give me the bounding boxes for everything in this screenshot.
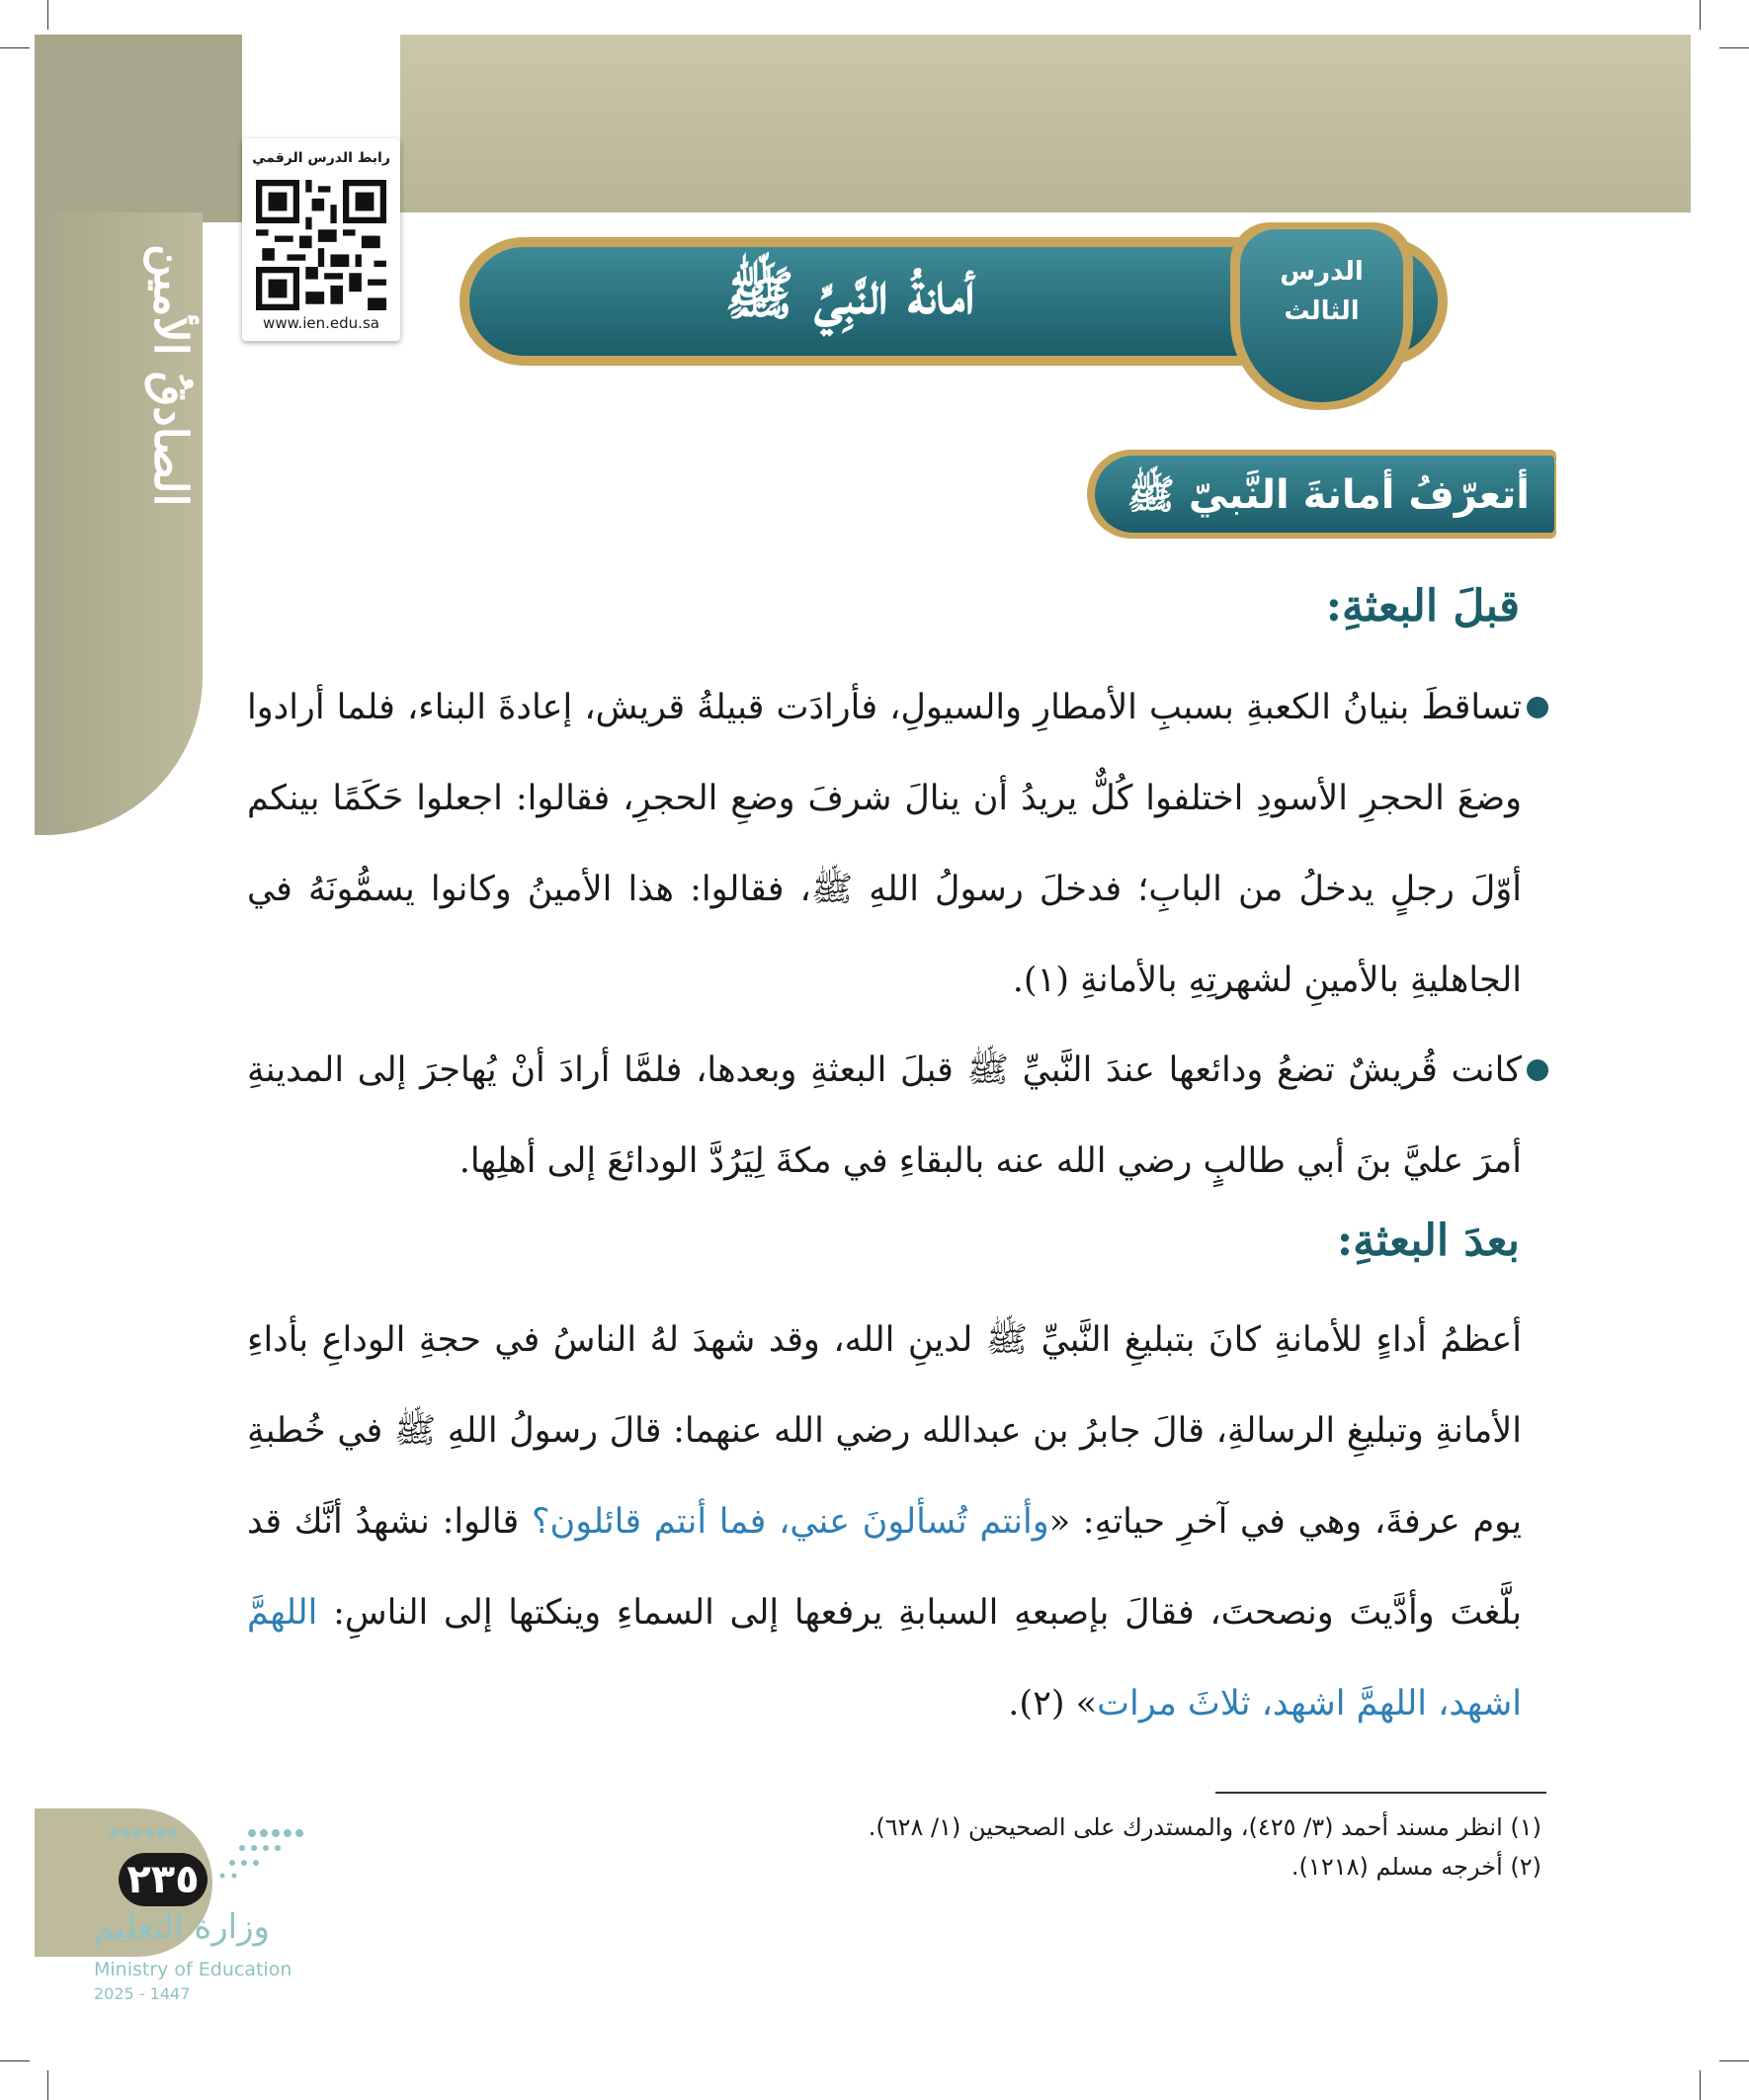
lesson-number-label xyxy=(1240,252,1403,331)
after-text-1: أعظمُ أداءٍ للأمانةِ كانَ بتبليغِ النَّبيِّ ﷺ لدينِ الله، وقد شهدَ لهُ الناسُ في حجةِ الوداعِ بأداءِ الأمانةِ وتبليغِ الرسالةِ، قالَ جابرُ بن عبدالله رضي الله عنهما: قالَ رسولُ اللهِ ﷺ في خُطبةِ يوم عرفةَ، وهي في آخرِ حياتهِ: « xyxy=(247,1320,1522,1542)
top-decorative-band xyxy=(400,35,1691,212)
section-title: أتعرّفُ أمانةَ النَّبيّ ﷺ xyxy=(1126,472,1530,518)
bullet-icon xyxy=(1527,697,1548,718)
after-text-3: » (٢). xyxy=(1008,1684,1098,1723)
side-decorative-band-top xyxy=(35,35,242,222)
page-number: ٢٣٥ xyxy=(119,1853,208,1906)
lesson-title: أمانةُ النَّبِيِّ ﷺ xyxy=(724,260,975,327)
qr-code-icon[interactable] xyxy=(256,180,386,310)
after-paragraph xyxy=(247,1295,1522,1749)
before-bullet-2: كانت قُريشٌ تضعُ ودائعها عندَ النَّبيِّ ﷺ قبلَ البعثةِ وبعدها، فلمَّا أرادَ أنْ يُهاجرَ إلى المدينةِ أمرَ عليَّ بنَ أبي طالبٍ رضي الله عنه بالبقاءِ في مكةَ لِيَرُدَّ الودائعَ إلى أهلِها. xyxy=(247,1050,1522,1181)
qr-url[interactable]: www.ien.edu.sa xyxy=(263,314,379,332)
qr-caption: رابط الدرس الرقمي xyxy=(252,150,390,166)
prophet-quote-2: اللهمَّ اشهد، اللهمَّ اشهد، ثلاثَ مرات xyxy=(247,1593,1522,1723)
lesson-label-line1: الدرس xyxy=(1280,257,1364,287)
after-heading: بعدَ البعثةِ: xyxy=(1336,1216,1520,1266)
footnote-divider xyxy=(1215,1792,1546,1794)
after-text-2: قالوا: نشهدُ أنَّك قد بلَّغتَ وأدَّيتَ ونصحتَ، فقالَ بإصبعهِ السبابةِ يرفعها إلى السماءِ وينكتها إلى الناسِ: xyxy=(247,1502,1522,1633)
unit-title: الصادقُ الأمين xyxy=(144,244,198,507)
footnote-2: (٢) أخرجه مسلم (١٢١٨). xyxy=(1291,1853,1541,1881)
bullet-icon xyxy=(1527,1059,1548,1081)
before-bullet-1: تساقطَ بنيانُ الكعبةِ بسببِ الأمطارِ والسيولِ، فأرادَت قبيلةُ قريش، إعادةَ البناء، فلما أرادوا وضعَ الحجرِ الأسودِ اختلفوا كُلٌّ يريدُ أن ينالَ شرفَ وضعِ الحجرِ، فقالوا: اجعلوا حَكَمًا بينكم أوّلَ رجلٍ يدخلُ من البابِ؛ فدخلَ رسولُ اللهِ ﷺ، فقالوا: هذا الأمينُ وكانوا يسمُّونَهُ في الجاهليةِ بالأمينِ لشهرتِهِ بالأمانةِ (١). xyxy=(247,688,1522,1000)
prophet-quote-1: وأنتم تُسألونَ عني، فما أنتم قائلون؟ xyxy=(531,1502,1049,1542)
qr-card[interactable] xyxy=(242,138,400,341)
footnote-1: (١) انظر مسند أحمد (٣/ ٤٢٥)، والمستدرك على الصحيحين (١/ ٦٢٨). xyxy=(868,1813,1541,1841)
lesson-label-line2: الثالث xyxy=(1284,296,1360,326)
edition-year: 2025 - 1447 xyxy=(94,1984,191,2003)
ministry-name-ar: وزارة التعليم xyxy=(94,1907,270,1947)
ministry-name-en: Ministry of Education xyxy=(94,1959,292,1980)
before-heading: قبلَ البعثةِ: xyxy=(1325,581,1520,631)
